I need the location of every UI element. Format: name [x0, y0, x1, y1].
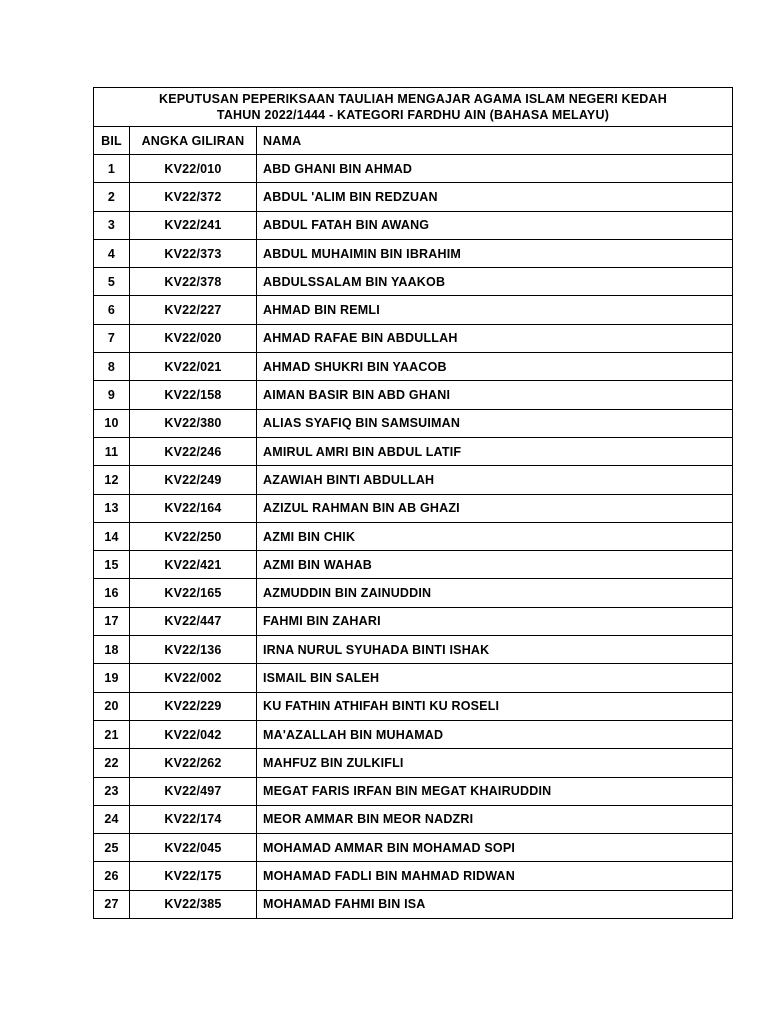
table-row	[94, 805, 733, 833]
row-number: 16	[94, 579, 130, 607]
row-angka-giliran: KV22/421	[130, 551, 257, 579]
table-row	[94, 579, 733, 607]
table-row	[94, 692, 733, 720]
row-angka-giliran: KV22/136	[130, 636, 257, 664]
table-row	[94, 749, 733, 777]
row-nama: ABDUL MUHAIMIN BIN IBRAHIM	[257, 239, 733, 267]
table-row	[94, 324, 733, 352]
row-angka-giliran: KV22/021	[130, 353, 257, 381]
row-number: 25	[94, 834, 130, 862]
row-number: 8	[94, 353, 130, 381]
title-row	[94, 88, 733, 127]
row-number: 1	[94, 155, 130, 183]
row-nama: AZAWIAH BINTI ABDULLAH	[257, 466, 733, 494]
row-number: 26	[94, 862, 130, 890]
row-number: 13	[94, 494, 130, 522]
row-nama: MOHAMAD FAHMI BIN ISA	[257, 890, 733, 918]
row-nama: MOHAMAD FADLI BIN MAHMAD RIDWAN	[257, 862, 733, 890]
table-row	[94, 268, 733, 296]
row-nama: ABDULSSALAM BIN YAAKOB	[257, 268, 733, 296]
row-number: 15	[94, 551, 130, 579]
row-nama: MA'AZALLAH BIN MUHAMAD	[257, 720, 733, 748]
table-row	[94, 607, 733, 635]
row-nama: AMIRUL AMRI BIN ABDUL LATIF	[257, 437, 733, 465]
row-nama: AZIZUL RAHMAN BIN AB GHAZI	[257, 494, 733, 522]
row-angka-giliran: KV22/174	[130, 805, 257, 833]
row-angka-giliran: KV22/042	[130, 720, 257, 748]
row-nama: FAHMI BIN ZAHARI	[257, 607, 733, 635]
row-angka-giliran: KV22/497	[130, 777, 257, 805]
column-header-bil: BIL	[94, 127, 130, 155]
table-row	[94, 466, 733, 494]
table-row	[94, 494, 733, 522]
row-number: 17	[94, 607, 130, 635]
results-table	[93, 87, 733, 919]
row-number: 11	[94, 437, 130, 465]
row-nama: ALIAS SYAFIQ BIN SAMSUIMAN	[257, 409, 733, 437]
row-angka-giliran: KV22/227	[130, 296, 257, 324]
row-angka-giliran: KV22/250	[130, 522, 257, 550]
table-row	[94, 381, 733, 409]
row-nama: IRNA NURUL SYUHADA BINTI ISHAK	[257, 636, 733, 664]
row-number: 4	[94, 239, 130, 267]
row-number: 18	[94, 636, 130, 664]
row-angka-giliran: KV22/378	[130, 268, 257, 296]
row-nama: AHMAD SHUKRI BIN YAACOB	[257, 353, 733, 381]
row-nama: AZMI BIN CHIK	[257, 522, 733, 550]
row-number: 6	[94, 296, 130, 324]
document-title	[94, 88, 733, 127]
table-row	[94, 296, 733, 324]
table-row	[94, 239, 733, 267]
table-row	[94, 522, 733, 550]
table-row	[94, 155, 733, 183]
row-nama: MAHFUZ BIN ZULKIFLI	[257, 749, 733, 777]
row-angka-giliran: KV22/045	[130, 834, 257, 862]
table-row	[94, 636, 733, 664]
table-row	[94, 211, 733, 239]
row-nama: ABD GHANI BIN AHMAD	[257, 155, 733, 183]
row-angka-giliran: KV22/249	[130, 466, 257, 494]
row-number: 10	[94, 409, 130, 437]
table-row	[94, 353, 733, 381]
table-body	[94, 155, 733, 919]
row-number: 5	[94, 268, 130, 296]
table-row	[94, 409, 733, 437]
row-number: 22	[94, 749, 130, 777]
column-header-angka-giliran: ANGKA GILIRAN	[130, 127, 257, 155]
row-angka-giliran: KV22/246	[130, 437, 257, 465]
row-number: 14	[94, 522, 130, 550]
table-row	[94, 890, 733, 918]
row-number: 23	[94, 777, 130, 805]
table-row	[94, 551, 733, 579]
table-row	[94, 777, 733, 805]
row-angka-giliran: KV22/380	[130, 409, 257, 437]
column-header-nama: NAMA	[257, 127, 733, 155]
row-angka-giliran: KV22/002	[130, 664, 257, 692]
row-nama: AHMAD RAFAE BIN ABDULLAH	[257, 324, 733, 352]
row-angka-giliran: KV22/164	[130, 494, 257, 522]
row-nama: ABDUL 'ALIM BIN REDZUAN	[257, 183, 733, 211]
row-angka-giliran: KV22/020	[130, 324, 257, 352]
row-nama: ISMAIL BIN SALEH	[257, 664, 733, 692]
row-angka-giliran: KV22/262	[130, 749, 257, 777]
row-angka-giliran: KV22/229	[130, 692, 257, 720]
row-number: 21	[94, 720, 130, 748]
title-line-1: KEPUTUSAN PEPERIKSAAN TAULIAH MENGAJAR AGAMA ISLAM NEGERI KEDAH	[159, 92, 667, 106]
row-angka-giliran: KV22/158	[130, 381, 257, 409]
row-nama: MEGAT FARIS IRFAN BIN MEGAT KHAIRUDDIN	[257, 777, 733, 805]
row-angka-giliran: KV22/373	[130, 239, 257, 267]
table-row	[94, 834, 733, 862]
row-number: 3	[94, 211, 130, 239]
row-nama: AZMUDDIN BIN ZAINUDDIN	[257, 579, 733, 607]
row-angka-giliran: KV22/010	[130, 155, 257, 183]
row-number: 20	[94, 692, 130, 720]
table-row	[94, 720, 733, 748]
title-line-2: TAHUN 2022/1444 - KATEGORI FARDHU AIN (BAHASA MELAYU)	[216, 107, 610, 122]
row-number: 9	[94, 381, 130, 409]
row-number: 24	[94, 805, 130, 833]
row-angka-giliran: KV22/385	[130, 890, 257, 918]
row-nama: ABDUL FATAH BIN AWANG	[257, 211, 733, 239]
row-angka-giliran: KV22/447	[130, 607, 257, 635]
row-nama: AIMAN BASIR BIN ABD GHANI	[257, 381, 733, 409]
table-row	[94, 437, 733, 465]
row-angka-giliran: KV22/165	[130, 579, 257, 607]
table-row	[94, 183, 733, 211]
row-number: 19	[94, 664, 130, 692]
row-angka-giliran: KV22/175	[130, 862, 257, 890]
row-nama: MOHAMAD AMMAR BIN MOHAMAD SOPI	[257, 834, 733, 862]
row-nama: MEOR AMMAR BIN MEOR NADZRI	[257, 805, 733, 833]
row-number: 7	[94, 324, 130, 352]
row-number: 27	[94, 890, 130, 918]
table-row	[94, 862, 733, 890]
row-angka-giliran: KV22/241	[130, 211, 257, 239]
header-row	[94, 127, 733, 155]
row-nama: AHMAD BIN REMLI	[257, 296, 733, 324]
row-nama: KU FATHIN ATHIFAH BINTI KU ROSELI	[257, 692, 733, 720]
row-nama: AZMI BIN WAHAB	[257, 551, 733, 579]
row-number: 12	[94, 466, 130, 494]
table-row	[94, 664, 733, 692]
row-number: 2	[94, 183, 130, 211]
row-angka-giliran: KV22/372	[130, 183, 257, 211]
